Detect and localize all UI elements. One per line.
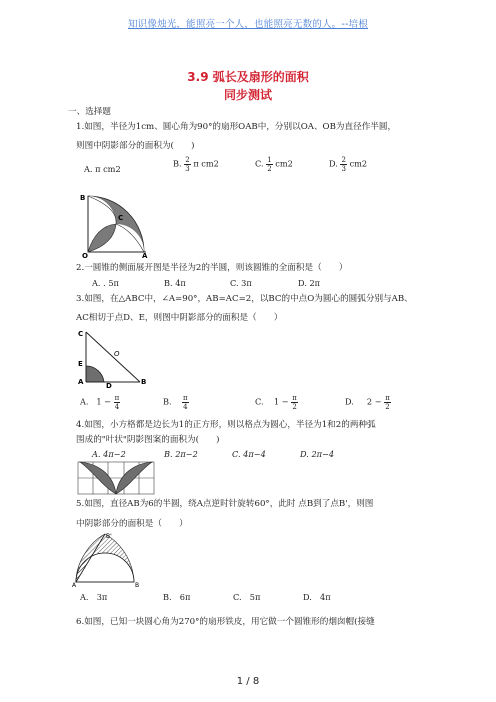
q4-option-c: C. 4π−4 [232,449,266,459]
q4-option-b: B. 2π−2 [164,449,198,459]
q3-line1: 3.如图，在△ABC中，∠A=90°，AB=AC=2，以BC的中点O为圆心的圆弧分别与AB、 [76,294,413,304]
q3-figure [74,326,154,388]
q1-label-b: B [80,194,86,202]
section-heading: 一、选择题 [68,107,111,117]
q3-option-b: B. $\frac{\pi}{4}$ [163,394,188,411]
q4-line1: 4.如图，小方格都是边长为1的正方形，则以格点为圆心，半径为1和2的两种弧 [76,420,376,430]
q5-option-c: C. 5π [233,592,261,602]
q5-line1: 5.如图，直径AB为6的半圆，绕A点逆时针旋转60°，此时 点B到了点B'，则图 [76,499,374,509]
q5-figure [72,532,152,588]
q3-option-a: A. 1 − $\frac{\pi}{4}$ [80,394,120,411]
q2-option-c: C. 3π [230,278,252,288]
q5-option-a: A. 3π [80,592,108,602]
q3-label-c: C [78,330,84,338]
q1-label-c: C [118,214,124,222]
q2-line1: 2.一圆锥的侧面展开图是半径为2的半圆，则该圆锥的全面积是（ ） [76,263,348,273]
q2-option-b: B. 4π [164,278,186,288]
q5-option-b: B. 6π [163,592,191,602]
q4-grid-figure [76,460,156,496]
q5-label-b: B [135,582,140,588]
q3-label-d: D [106,382,112,388]
q1-label-a: A [142,252,148,260]
q6-line1: 6.如图，已知一块圆心角为270°的扇形铁皮，用它做一个圆锥形的烟囱帽(接缝 [76,617,375,627]
q1-line1: 1.如图，半径为1cm、圆心角为90°的扇形OAB中，分别以OA、OB为直径作半圆， [76,122,397,132]
q4-line2: 围成的"叶状"阴影图案的面积为( ) [76,435,220,445]
q3-label-o: O [114,350,120,358]
q1-option-d: D. $\frac{2}{3}$ cm2 [329,156,368,173]
q2-option-a: A. . 5π [92,278,119,288]
q1-line2: 则图中阴影部分的面积为( ) [76,141,195,151]
q3-option-c: C. 1 − $\frac{\pi}{2}$ [255,394,297,411]
motto-banner: 知识像烛光，能照亮一个人，也能照亮无数的人。--培根 [127,19,369,30]
q1-figure [74,186,164,260]
q5-option-d: D. 4π [303,592,331,602]
q3-line2: AC相切于点D、E，则图中阴影部分的面积是（ ） [76,313,283,323]
q4-option-d: D. 2π−4 [300,449,335,459]
q1-label-o: O [82,252,88,260]
q3-label-a: A [78,378,84,386]
q1-option-b: B. $\frac{2}{3}$ π cm2 [173,156,219,173]
q4-option-a: A. 4π−2 [92,449,126,459]
page-title: 3.9 弧长及扇形的面积 [187,70,309,84]
page-subtitle: 同步测试 [223,88,272,102]
q3-label-b: B [141,378,147,386]
q1-option-c: C. $\frac{1}{2}$ cm2 [255,156,293,173]
q5-label-b-prime: B' [106,533,112,540]
q3-label-e: E [78,360,83,368]
q2-option-d: D. 2π [298,278,321,288]
q5-line2: 中阴影部分的面积是（ ） [76,519,188,529]
q5-label-a: A [72,582,77,588]
q3-option-d: D. 2 − $\frac{\pi}{2}$ [345,394,390,411]
q1-option-a: A. π cm2 [84,164,121,174]
page-number: 1 / 8 [236,676,260,687]
